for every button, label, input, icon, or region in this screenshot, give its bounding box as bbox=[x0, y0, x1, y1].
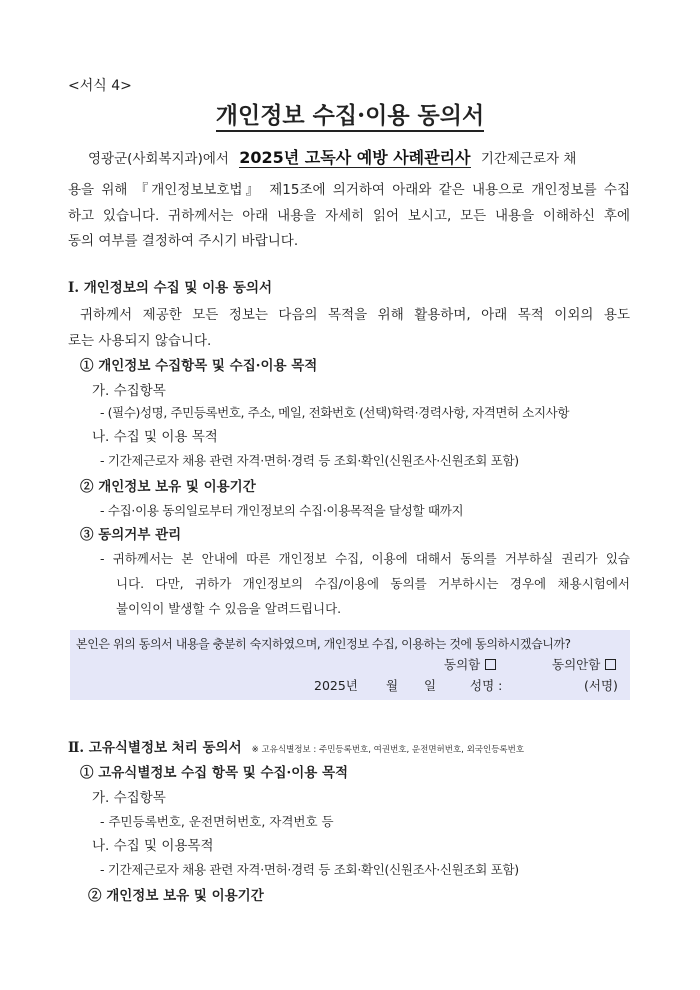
form-label: <서식 4> bbox=[68, 78, 132, 94]
section1-item2-text: - 수집·이용 동의일로부터 개인정보의 수집·이용목적을 달성할 때까지 bbox=[100, 503, 464, 518]
intro-suffix: 기간제근로자 채 bbox=[480, 151, 577, 167]
name-label: 성명 : bbox=[470, 678, 503, 693]
agree-label: 동의함 bbox=[444, 657, 481, 672]
section2-item1b: 나. 수집 및 이용목적 bbox=[92, 838, 214, 854]
disagree-label: 동의안함 bbox=[552, 657, 601, 672]
intro-line-2: 용을 위해 『개인정보보호법』 제15조에 의거하여 아래와 같은 내용으로 개인정보를 수집 bbox=[68, 182, 630, 198]
consent-day: 일 bbox=[424, 678, 437, 693]
intro-line-3: 하고 있습니다. 귀하께서는 아래 내용을 자세히 읽어 보시고, 모든 내용을 이해하신 후에 bbox=[68, 208, 630, 224]
section2-note: ※ 고유식별정보 : 주민등록번호, 여권번호, 운전면허번호, 외국인등록번호 bbox=[251, 745, 525, 755]
section1-item3: ③ 동의거부 관리 bbox=[80, 527, 182, 543]
section1-para-1: 귀하께서 제공한 모든 정보는 다음의 목적을 위해 활용하며, 아래 목적 이외의 용도 bbox=[80, 307, 630, 323]
agree-option[interactable] bbox=[444, 655, 496, 675]
section2-item1b-text: - 기간제근로자 채용 관련 자격·면허·경력 등 조회·확인(신원조사·신원조회 포함) bbox=[100, 862, 519, 877]
signature-label: (서명) bbox=[584, 678, 618, 693]
intro-line-1 bbox=[88, 148, 576, 169]
consent-question: 본인은 위의 동의서 내용을 충분히 숙지하였으며, 개인정보 수집, 이용하는 것에 동의하시겠습니까? bbox=[76, 637, 571, 651]
disagree-option[interactable] bbox=[552, 655, 616, 675]
section1-para-2: 로는 사용되지 않습니다. bbox=[68, 333, 212, 349]
consent-year: 2025년 bbox=[314, 678, 358, 693]
section1-item1a: 가. 수집항목 bbox=[92, 383, 166, 399]
title-text: 개인정보 수집·이용 동의서 bbox=[216, 102, 484, 132]
disagree-checkbox[interactable] bbox=[605, 659, 616, 670]
section1-item1b-text: - 기간제근로자 채용 관련 자격·면허·경력 등 조회·확인(신원조사·신원조회 포함) bbox=[100, 453, 519, 468]
consent-month: 월 bbox=[386, 678, 399, 693]
section2-item2: ② 개인정보 보유 및 이용기간 bbox=[88, 888, 264, 904]
section1-item1a-text: - (필수)성명, 주민등록번호, 주소, 메일, 전화번호 (선택)학력·경력사항, 자격면허 소지사항 bbox=[100, 405, 569, 420]
intro-highlight: 2025년 고독사 예방 사례관리사 bbox=[239, 148, 471, 167]
section1-heading: Ⅰ. 개인정보의 수집 및 이용 동의서 bbox=[68, 280, 273, 296]
consent-box bbox=[70, 630, 630, 700]
section2-heading-text: Ⅱ. 고유식별정보 처리 동의서 bbox=[68, 740, 242, 756]
section2-item1: ① 고유식별정보 수집 항목 및 수집·이용 목적 bbox=[80, 765, 349, 781]
section1-item3-line-3: 불이익이 발생할 수 있음을 알려드립니다. bbox=[116, 601, 342, 616]
section1-item1b: 나. 수집 및 이용 목적 bbox=[92, 429, 218, 445]
section2-heading bbox=[68, 738, 524, 760]
agree-checkbox[interactable] bbox=[485, 659, 496, 670]
section2-item1a: 가. 수집항목 bbox=[92, 790, 166, 806]
section1-item3-line-2: 니다. 다만, 귀하가 개인정보의 수집/이용에 동의를 거부하시는 경우에 채용시험에서 bbox=[116, 576, 630, 591]
section1-item3-line-1: - 귀하께서는 본 안내에 따른 개인정보 수집, 이용에 대해서 동의를 거부하실 권리가 있습 bbox=[100, 551, 630, 566]
section2-item1a-text: - 주민등록번호, 운전면허번호, 자격번호 등 bbox=[100, 814, 334, 829]
section1-item1: ① 개인정보 수집항목 및 수집·이용 목적 bbox=[80, 358, 318, 374]
intro-line-4: 동의 여부를 결정하여 주시기 바랍니다. bbox=[68, 233, 299, 249]
intro-prefix: 영광군(사회복지과)에서 bbox=[88, 151, 229, 167]
section1-item2: ② 개인정보 보유 및 이용기간 bbox=[80, 479, 256, 495]
page-title bbox=[0, 102, 700, 129]
